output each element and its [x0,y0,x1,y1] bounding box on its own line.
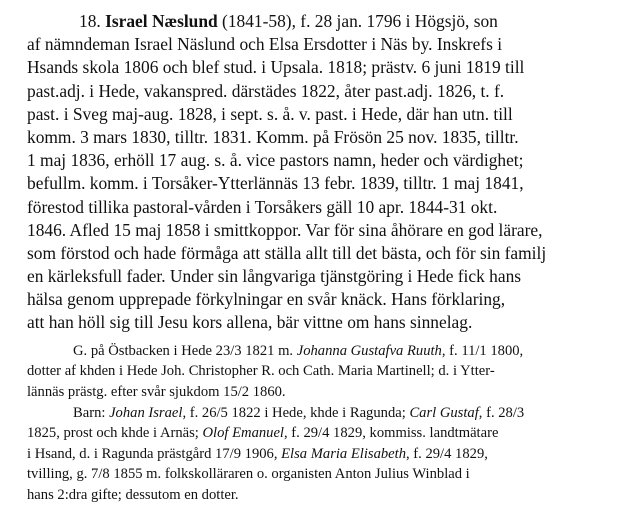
entry-number: 18. [79,11,101,31]
entry-line-2: Hsands skola 1806 och blef stud. i Upsala. 1818; prästv. 6 juni 1819 till [27,57,525,78]
entry-line-4: past. i Sveg maj-aug. 1828, i sept. s. å. v. past. i Hede, där han utn. till [27,103,513,124]
marriage-line-3: lännäs prästg. efter svår sjukdom 15/2 1860. [27,383,286,400]
child-name: Elsa Maria Elisabeth [281,445,406,462]
entry-line-6: 1 maj 1836, erhöll 17 aug. s. å. vice pastors namn, heder och värdighet; [27,150,524,171]
entry-line-7: befullm. komm. i Torsåker-Ytterlännäs 13 febr. 1839, tilltr. 1 maj 1841, [27,173,524,194]
children-text: , f. 29/4 1829, [406,445,488,462]
marriage-line-1 [27,341,639,361]
entry-line-10: som förstod och hade förmåga att ställa allt till det bästa, och för sin familj [27,242,547,263]
children-line-2 [27,423,639,443]
entry-line-0: (1841-58), f. 28 jan. 1796 i Högsjö, son [217,11,498,31]
marriage-paragraph [27,341,639,402]
entry-main-paragraph [27,10,639,335]
children-line-1 [27,403,639,423]
entry-name: Israel Næslund [105,11,218,31]
children-text: i Hsand, d. i Ragunda prästgård 17/9 1906, [27,445,282,462]
children-text: , f. 28/3 [478,405,525,421]
child-name: Olof Emanuel [202,425,284,442]
entry-line-11: en kärleksfull fader. Under sin långvariga tjänstgöring i Hede fick hans [27,266,522,287]
children-line-4: tvilling, g. 7/8 1855 m. folkskolläraren o. organisten Anton Julius Winblad i [27,466,470,483]
entry-line-9: 1846. Afled 15 maj 1858 i smittkoppor. Var för sina åhörare en god lärare, [27,219,543,240]
entry-line-5: komm. 3 mars 1830, tilltr. 1831. Komm. på Frösön 25 nov. 1835, tilltr. [27,126,519,147]
children-line-3 [27,444,639,464]
entry-heading-line [27,10,639,33]
child-name: Johan Israel [109,405,183,421]
children-text: 1825, prost och khde i Arnäs; [27,425,203,442]
entry-line-12: hälsa genom upprepade förkylningar en svår knäck. Hans förklaring, [27,289,506,310]
children-text: Barn: [73,405,110,421]
children-text: , f. 26/5 1822 i Hede, khde i Ragunda; [182,405,410,421]
child-name: Carl Gustaf [409,405,479,421]
entry-line-8: förestod tillika pastoral-vården i Torsåkers gäll 10 apr. 1844-31 okt. [27,196,498,217]
children-text: , f. 29/4 1829, kommiss. landtmätare [284,425,499,442]
children-paragraph [27,403,639,505]
marriage-line-2: dotter af khden i Hede Joh. Christopher R. och Cath. Maria Martinell; d. i Ytter- [27,363,495,380]
marriage-text: G. på Östbacken i Hede 23/3 1821 m. [73,343,297,359]
wife-name: Johanna Gustafva Ruuth [296,343,442,359]
marriage-text: , f. 11/1 1800, [441,343,524,359]
entry-line-13: att han höll sig till Jesu kors allena, bär vittne om hans sinnelag. [27,312,473,333]
entry-line-3: past.adj. i Hede, vakanspred. därstädes 1822, åter past.adj. 1826, t. f. [27,80,505,101]
entry-line-1: af nämndeman Israel Näslund och Elsa Ersdotter i Näs by. Inskrefs i [27,34,503,55]
children-line-5: hans 2:dra gifte; dessutom en dotter. [27,486,239,503]
